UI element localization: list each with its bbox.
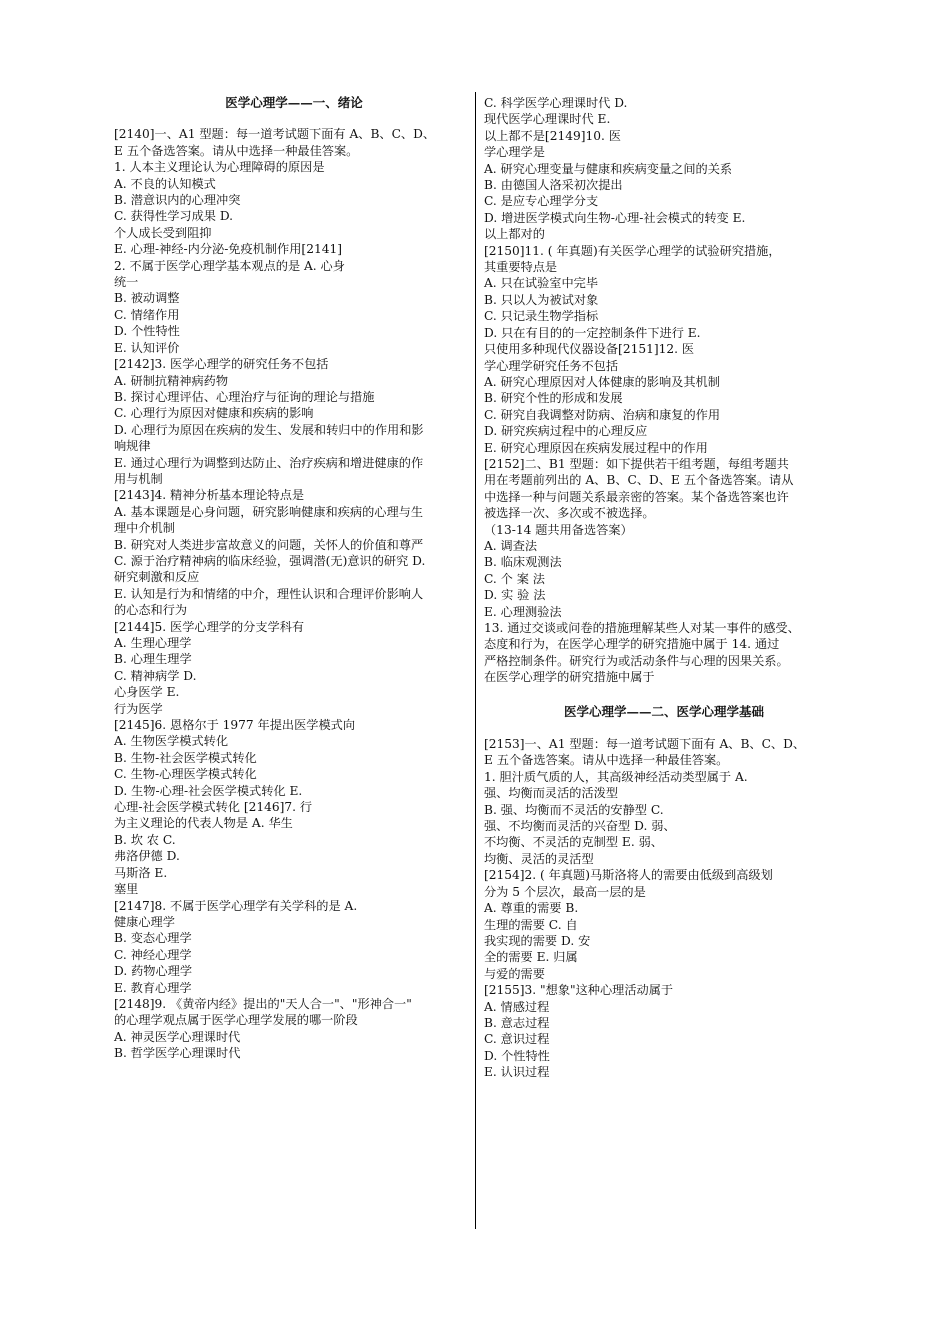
text-line: 只使用多种现代仪器设备[2151]12. 医 xyxy=(484,342,695,357)
text-line: B. 变态心理学 xyxy=(114,931,192,946)
text-line: E. 心理测验法 xyxy=(484,604,562,619)
text-line: [2142]3. 医学心理学的研究任务不包括 xyxy=(114,357,329,372)
text-line: B. 只以人为被试对象 xyxy=(484,292,599,307)
text-line: B. 生物-社会医学模式转化 xyxy=(114,750,257,765)
text-line: 为主义理论的代表人物是 A. 华生 xyxy=(114,816,293,831)
text-line: 中选择一种与问题关系最亲密的答案。某个备选答案也许 xyxy=(484,489,789,504)
text-line: A. 神灵医学心理课时代 xyxy=(114,1029,241,1044)
right-text-block-bottom xyxy=(484,736,844,1081)
text-line: B. 研究个性的形成和发展 xyxy=(484,391,623,406)
text-line: 态度和行为，在医学心理学的研究措施中属于 14. 通过 xyxy=(484,637,780,652)
text-line: 全的需要 E. 归属 xyxy=(484,950,578,965)
text-line: C. 科学医学心理课时代 D. xyxy=(484,96,628,110)
text-line: 不均衡、不灵活的克制型 E. 弱、 xyxy=(484,835,663,850)
text-line: D. 个性特性 xyxy=(484,1048,550,1063)
text-line: 弗洛伊德 D. xyxy=(114,849,180,864)
text-line: （13-14 题共用备选答案） xyxy=(484,522,633,537)
text-line: [2152]二、B1 型题：如下提供若干组考题，每组考题共 xyxy=(484,456,789,471)
text-line: D. 药物心理学 xyxy=(114,964,193,979)
text-line: 塞里 xyxy=(114,882,139,897)
text-line: E 五个备选答案。请从中选择一种最佳答案。 xyxy=(484,753,729,768)
text-line: B. 意志过程 xyxy=(484,1015,550,1030)
text-line: [2154]2. ( 年真题)马斯洛将人的需要由低级到高级划 xyxy=(484,868,773,883)
text-line: 1. 胆汁质气质的人，其高级神经活动类型属于 A. xyxy=(484,769,748,784)
text-line: C. 源于治疗精神病的临床经验，强调潜(无)意识的研究 D. xyxy=(114,553,426,568)
text-line: 用与机制 xyxy=(114,471,163,486)
text-line: D. 心理行为原因在疾病的发生、发展和转归中的作用和影 xyxy=(114,422,424,437)
text-line: D. 个性特性 xyxy=(114,324,180,339)
text-line: 其重要特点是 xyxy=(484,260,558,275)
text-line: 严格控制条件。研究行为或活动条件与心理的因果关系。 xyxy=(484,653,789,668)
text-line: B. 研究对人类进步富故意义的问题，关怀人的价值和尊严 xyxy=(114,537,424,552)
right-column xyxy=(484,95,844,1081)
text-line: C. 意识过程 xyxy=(484,1032,550,1047)
section-title-1: 医学心理学——一、绪论 xyxy=(225,95,363,110)
text-line: D. 实 验 法 xyxy=(484,588,546,603)
text-line: C. 个 案 法 xyxy=(484,571,545,586)
text-line: D. 增进医学模式向生物-心理-社会模式的转变 E. xyxy=(484,210,746,225)
text-line: 的心理学观点属于医学心理学发展的哪一阶段 xyxy=(114,1013,358,1028)
text-line: 响规律 xyxy=(114,439,151,454)
text-line: 我实现的需要 D. 安 xyxy=(484,933,591,948)
text-line: 马斯洛 E. xyxy=(114,865,168,880)
text-line: 2. 不属于医学心理学基本观点的是 A. 心身 xyxy=(114,258,345,273)
text-line: A. 研究心理变量与健康和疾病变量之间的关系 xyxy=(484,161,733,176)
text-line: A. 尊重的需要 B. xyxy=(484,901,579,916)
text-line: [2144]5. 医学心理学的分支学科有 xyxy=(114,619,305,634)
text-line: 健康心理学 xyxy=(114,914,175,929)
text-line: B. 潜意识内的心理冲突 xyxy=(114,193,241,208)
text-line: [2145]6. 恩格尔于 1977 年提出医学模式向 xyxy=(114,718,356,733)
text-line: 统一 xyxy=(114,275,139,290)
text-line: C. 研究自我调整对防病、治病和康复的作用 xyxy=(484,407,721,422)
text-line: E. 通过心理行为调整到达防止、治疗疾病和增进健康的作 xyxy=(114,455,424,470)
left-column xyxy=(114,95,474,1062)
text-line: A. 生物医学模式转化 xyxy=(114,734,229,749)
text-line: 分为 5 个层次，最高一层的是 xyxy=(484,884,646,899)
text-line: [2148]9. 《黄帝内经》提出的"天人合一"、"形神合一" xyxy=(114,996,412,1011)
text-line: [2155]3. "想象"这种心理活动属于 xyxy=(484,983,674,998)
text-line: E. 心理-神经-内分泌-免疫机制作用[2141] xyxy=(114,242,342,257)
text-line: A. 生理心理学 xyxy=(114,636,192,650)
text-line: 与爱的需要 xyxy=(484,966,545,981)
text-line: 用在考题前列出的 A、B、C、D、E 五个备选答案。请从 xyxy=(484,473,794,488)
text-line: 个人成长受到阻抑 xyxy=(114,225,212,240)
text-line: A. 不良的认知模式 xyxy=(114,176,216,191)
text-line: A. 情感过程 xyxy=(484,999,550,1014)
text-line: 以上都对的 xyxy=(484,227,545,242)
text-line: B. 临床观测法 xyxy=(484,555,562,570)
text-line: 均衡、灵活的灵活型 xyxy=(484,851,594,866)
text-line: 现代医学心理课时代 E. xyxy=(484,112,611,127)
text-line: B. 探讨心理评估、心理治疗与征询的理论与措施 xyxy=(114,389,375,404)
text-line: D. 研究疾病过程中的心理反应 xyxy=(484,424,648,439)
text-line: A. 基本课题是心身问题，研究影响健康和疾病的心理与生 xyxy=(114,504,424,519)
text-line: 行为医学 xyxy=(114,701,163,716)
text-line: 被选择一次、多次或不被选择。 xyxy=(484,506,655,521)
text-line: B. 被动调整 xyxy=(114,291,180,306)
text-line: C. 获得性学习成果 D. xyxy=(114,209,234,224)
text-line: A. 研究心理原因对人体健康的影响及其机制 xyxy=(484,374,720,389)
text-line: [2143]4. 精神分析基本理论特点是 xyxy=(114,488,305,503)
left-text-block xyxy=(114,126,474,1061)
text-line: 13. 通过交谈或问卷的措施理解某些人对某一事件的感受、 xyxy=(484,621,800,635)
text-line: C. 是应专心理学分支 xyxy=(484,194,599,209)
text-line: C. 生物-心理医学模式转化 xyxy=(114,767,257,782)
text-line: D. 只在有目的的一定控制条件下进行 E. xyxy=(484,325,701,340)
text-line: [2153]一、A1 型题：每一道考试题下面有 A、B、C、D、 xyxy=(484,737,806,752)
text-line: E. 教育心理学 xyxy=(114,980,192,995)
right-text-block-top xyxy=(484,95,844,686)
text-line: 在医学心理学的研究措施中属于 xyxy=(484,670,655,685)
text-line: 1. 人本主义理论认为心理障碍的原因是 xyxy=(114,160,325,175)
text-line: E. 认知评价 xyxy=(114,340,180,355)
text-line: C. 情绪作用 xyxy=(114,307,180,322)
text-line: B. 由德国人洛采初次提出 xyxy=(484,178,623,193)
text-line: E 五个备选答案。请从中选择一种最佳答案。 xyxy=(114,143,359,158)
text-line: 心身医学 E. xyxy=(114,685,180,700)
text-line: E. 认识过程 xyxy=(484,1065,550,1080)
text-line: C. 只记录生物学指标 xyxy=(484,309,599,324)
text-line: 学心理学是 xyxy=(484,145,545,160)
text-line: 心理-社会医学模式转化 [2146]7. 行 xyxy=(114,800,313,815)
text-line: A. 只在试验室中完毕 xyxy=(484,276,599,291)
text-line: [2150]11. ( 年真题)有关医学心理学的试验研究措施， xyxy=(484,243,781,258)
text-line: B. 坎 农 C. xyxy=(114,832,176,847)
text-line: 的心态和行为 xyxy=(114,603,188,618)
text-line: 生理的需要 C. 自 xyxy=(484,917,578,932)
text-line: E. 认知是行为和情绪的中介，理性认识和合理评价影响人 xyxy=(114,586,424,601)
text-line: C. 心理行为原因对健康和疾病的影响 xyxy=(114,406,314,421)
column-divider xyxy=(475,92,476,1229)
text-line: 强、不均衡而灵活的兴奋型 D. 弱、 xyxy=(484,819,676,834)
text-line: A. 调查法 xyxy=(484,538,538,553)
text-line: D. 生物-心理-社会医学模式转化 E. xyxy=(114,783,303,798)
text-line: B. 心理生理学 xyxy=(114,652,192,667)
text-line: [2147]8. 不属于医学心理学有关学科的是 A. xyxy=(114,898,358,913)
text-line: A. 研制抗精神病药物 xyxy=(114,373,229,388)
text-line: 学心理学研究任务不包括 xyxy=(484,358,619,373)
section-title-2: 医学心理学——二、医学心理学基础 xyxy=(563,703,764,719)
text-line: C. 精神病学 D. xyxy=(114,668,197,683)
text-line: C. 神经心理学 xyxy=(114,947,192,962)
text-line: E. 研究心理原因在疾病发展过程中的作用 xyxy=(484,440,708,455)
text-line: [2140]一、A1 型题：每一道考试题下面有 A、B、C、D、 xyxy=(114,127,436,142)
text-line: 理中介机制 xyxy=(114,521,175,536)
text-line: 研究刺激和反应 xyxy=(114,570,200,585)
text-line: 强、均衡而灵活的活泼型 xyxy=(484,786,619,801)
text-line: B. 哲学医学心理课时代 xyxy=(114,1046,241,1061)
text-line: 以上都不是[2149]10. 医 xyxy=(484,128,621,143)
text-line: B. 强、均衡而不灵活的安静型 C. xyxy=(484,802,664,817)
